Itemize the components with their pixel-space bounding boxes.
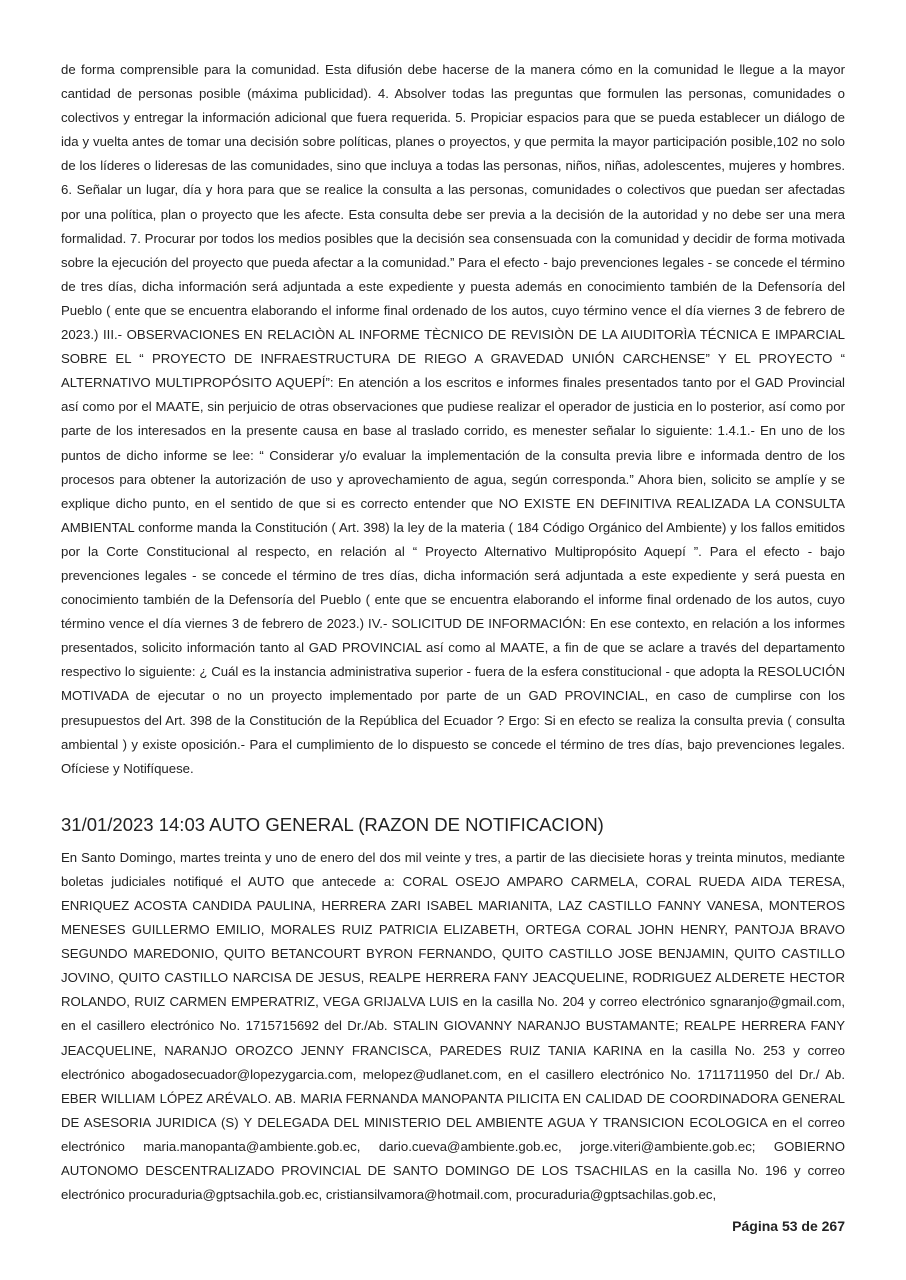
body-paragraph: de forma comprensible para la comunidad. Esta difusión debe hacerse de la manera cómo en la comunidad le llegue a la mayor cantidad de personas posible (máxima publicidad). 4. Absolver todas las preguntas que formulen las personas, comunidades o colectivos y entregar la información adicional que fuera requerida. 5. Propiciar espacios para que se pueda establecer un diálogo de ida y vuelta antes de tomar una decisión sobre políticas, planes o proyectos, y que permita la mayor participación posible,102 no solo de los líderes o lideresas de las comunidades, sino que incluya a todas las personas, niños, niñas, adolescentes, mujeres y hombres. 6. Señalar un lugar, día y hora para que se realice la consulta a las personas, comunidades o colectivos que puedan ser afectadas por una política, plan o proyecto que les afecte. Esta consulta debe ser previa a la decisión de la autoridad y no debe ser una mera formalidad. 7. Procurar por todos los medios posibles que la decisión sea consensuada con la comunidad y decidir de forma motivada sobre la ejecución del proyecto que pueda afectar a la comunidad.” Para el efecto - bajo prevenciones legales - se concede el término de tres días, dicha información será adjuntada a este expediente y puesta además en conocimiento también de la Defensoría del Pueblo ( ente que se encuentra elaborando el informe final ordenado de los autos, cuyo término vence el día viernes 3 de febrero de 2023.) III.- OBSERVACIONES EN RELACIÒN AL INFORME TÈCNICO DE REVISIÒN DE LA AIUDITORÌA TÉCNICA E IMPARCIAL SOBRE EL “ PROYECTO DE INFRAESTRUCTURA DE RIEGO A GRAVEDAD UNIÓN CARCHENSE” Y EL PROYECTO “ ALTERNATIVO MULTIPROPÓSITO AQUEPÍ”: En atención a los escritos e informes finales presentados tanto por el GAD Provincial así como por el MAATE, sin perjuicio de otras observaciones que pudiese realizar el operador de justicia en lo posterior, así como por parte de los interesados en la presente causa en base al traslado corrido, es menester señalar lo siguiente: 1.4.1.- En uno de los puntos de dicho informe se lee: “ Considerar y/o evaluar la implementación de la consulta previa libre e informada dentro de los procesos para obtener la autorización de uso y aprovechamiento de agua, según corresponda.” Ahora bien, solicito se amplíe y se explique dicho punto, en el sentido de que si es correcto entender que NO EXISTE EN DEFINITIVA REALIZADA LA CONSULTA AMBIENTAL conforme manda la Constitución ( Art. 398) la ley de la materia ( 184 Código Orgánico del Ambiente) y los fallos emitidos por la Corte Constitucional al respecto, en relación al “ Proyecto Alternativo Multipropósito Aquepí ”. Para el efecto - bajo prevenciones legales - se concede el término de tres días, dicha información será adjuntada a este expediente y será puesta en conocimiento también de la Defensoría del Pueblo ( ente que se encuentra elaborando el informe final ordenado de los autos, cuyo término vence el día viernes 3 de febrero de 2023.) IV.- SOLICITUD DE INFORMACIÓN: En ese contexto, en relación a los informes presentados, solicito información tanto al GAD PROVINCIAL así como al MAATE, a fin de que se aclare a través del departamento respectivo lo siguiente: ¿ Cuál es la instancia administrativa superior - fuera de la esfera constitucional - que adopta la RESOLUCIÓN MOTIVADA de ejecutar o no un proyecto implementado por parte de un GAD PROVINCIAL, en caso de cumplirse con los presupuestos del Art. 398 de la Constitución de la República del Ecuador ? Ergo: Si en efecto se realiza la consulta previa ( consulta ambiental ) y existe oposición.- Para el cumplimiento de lo dispuesto se concede el término de tres días, bajo prevenciones legales. Ofíciese y Notifíquese. <box>61 62 845 776</box>
document-page <box>61 58 845 1207</box>
section-heading: 31/01/2023 14:03 AUTO GENERAL (RAZON DE NOTIFICACION) <box>61 813 604 835</box>
notification-paragraph: En Santo Domingo, martes treinta y uno de enero del dos mil veinte y tres, a partir de las diecisiete horas y treinta minutos, mediante boletas judiciales notifiqué el AUTO que antecede a: CORAL OSEJO AMPARO CARMELA, CORAL RUEDA AIDA TERESA, ENRIQUEZ ACOSTA CANDIDA PAULINA, HERRERA ZARI ISABEL MARIANITA, LAZ CASTILLO FANNY VANESA, MONTEROS MENESES GUILLERMO EMILIO, MORALES RUIZ PATRICIA ELIZABETH, ORTEGA CORAL JOHN HENRY, PANTOJA BRAVO SEGUNDO MAREDONIO, QUITO BETANCOURT BYRON FERNANDO, QUITO CASTILLO JOSE BENJAMIN, QUITO CASTILLO JOVINO, QUITO CASTILLO NARCISA DE JESUS, REALPE HERRERA FANY JEACQUELINE, RODRIGUEZ ALDERETE HECTOR ROLANDO, RUIZ CARMEN EMPERATRIZ, VEGA GRIJALVA LUIS en la casilla No. 204 y correo electrónico sgnaranjo@gmail.com, en el casillero electrónico No. 1715715692 del Dr./Ab. STALIN GIOVANNY NARANJO BUSTAMANTE; REALPE HERRERA FANY JEACQUELINE, NARANJO OROZCO JENNY FRANCISCA, PAREDES RUIZ TANIA KARINA en la casilla No. 253 y correo electrónico abogadosecuador@lopezygarcia.com, melopez@udlanet.com, en el casillero electrónico No. 1711711950 del Dr./ Ab. EBER WILLIAM LÓPEZ ARÉVALO. AB. MARIA FERNANDA MANOPANTA PILICITA EN CALIDAD DE COORDINADORA GENERAL DE ASESORIA JURIDICA (S) Y DELEGADA DEL MINISTERIO DEL AMBIENTE AGUA Y TRANSICION ECOLOGICA en el correo electrónico maria.manopanta@ambiente.gob.ec, dario.cueva@ambiente.gob.ec, jorge.viteri@ambiente.gob.ec; GOBIERNO AUTONOMO DESCENTRALIZADO PROVINCIAL DE SANTO DOMINGO DE LOS TSACHILAS en la casilla No. 196 y correo electrónico procuraduria@gptsachila.gob.ec, cristiansilvamora@hotmail.com, procuraduria@gptsachilas.gob.ec, <box>61 849 845 1203</box>
page-number: Página 53 de 267 <box>732 1218 845 1234</box>
